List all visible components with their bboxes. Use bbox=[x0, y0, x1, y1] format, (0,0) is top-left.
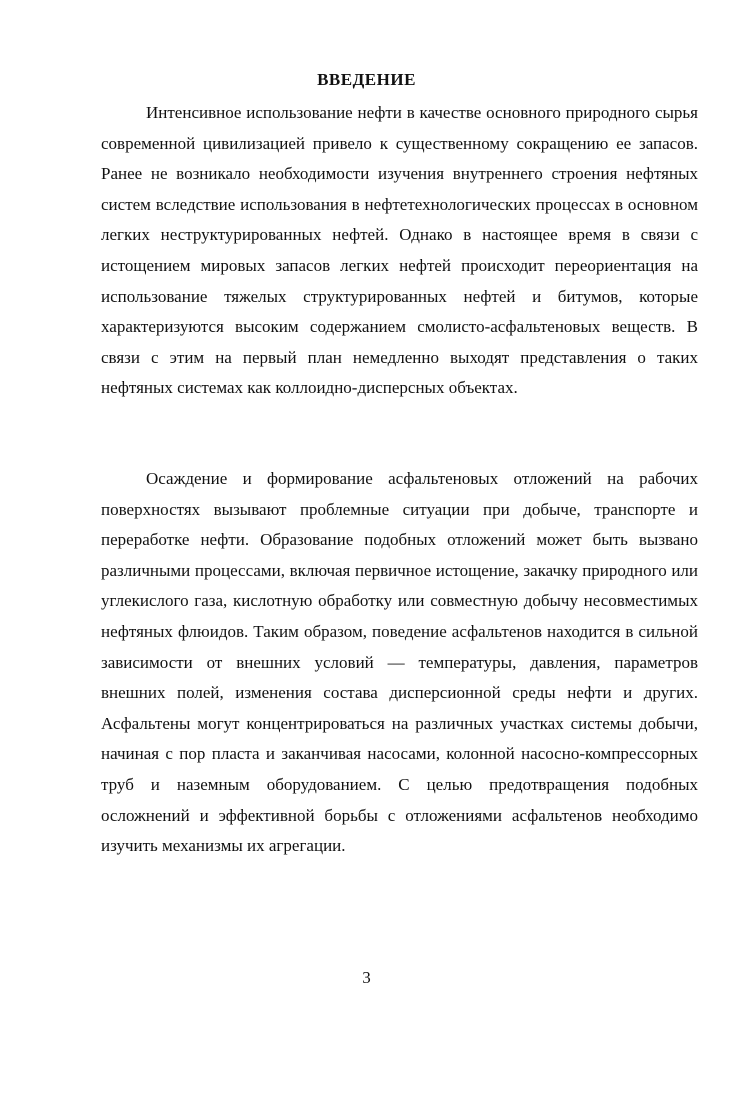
paragraph-1: Интенсивное использование нефти в качестве основного природного сырья современной цивилизацией привело к существенному сокращению ее запасов. Ранее не возникало необходимости изучения внутреннего строения нефтяных систем вследствие использования в нефтетехнологических процессах в основном легких неструктурированных нефтей. Однако в настоящее время в связи с истощением мировых запасов легких нефтей происходит переориентация на использование тяжелых структурированных нефтей и битумов, которые характеризуются высоким содержанием смолисто-асфальтеновых веществ. В связи с этим на первый план немедленно выходят представления о таких нефтяных системах как коллоидно-дисперсных объектах. bbox=[101, 103, 698, 398]
paragraph-2: Осаждение и формирование асфальтеновых отложений на рабочих поверхностях вызывают проблемные ситуации при добыче, транспорте и переработке нефти. Образование подобных отложений может быть вызвано различными процессами, включая первичное истощение, закачку природного или углекислого газа, кислотную обработку или совместную добычу несовместимых нефтяных флюидов. Таким образом, поведение асфальтенов находится в сильной зависимости от внешних условий — температуры, давления, параметров внешних полей, изменения состава дисперсионной среды нефти и других. Асфальтены могут концентрироваться на различных участках системы добычи, начиная с пор пласта и заканчивая насосами, колонной насосно-компрессорных труб и наземным оборудованием. С целью предотвращения подобных осложнений и эффективной борьбы с отложениями асфальтенов необходимо изучить механизмы их агрегации. bbox=[101, 469, 698, 856]
page-title: ВВЕДЕНИЕ bbox=[317, 70, 416, 89]
page-number: 3 bbox=[362, 968, 371, 987]
